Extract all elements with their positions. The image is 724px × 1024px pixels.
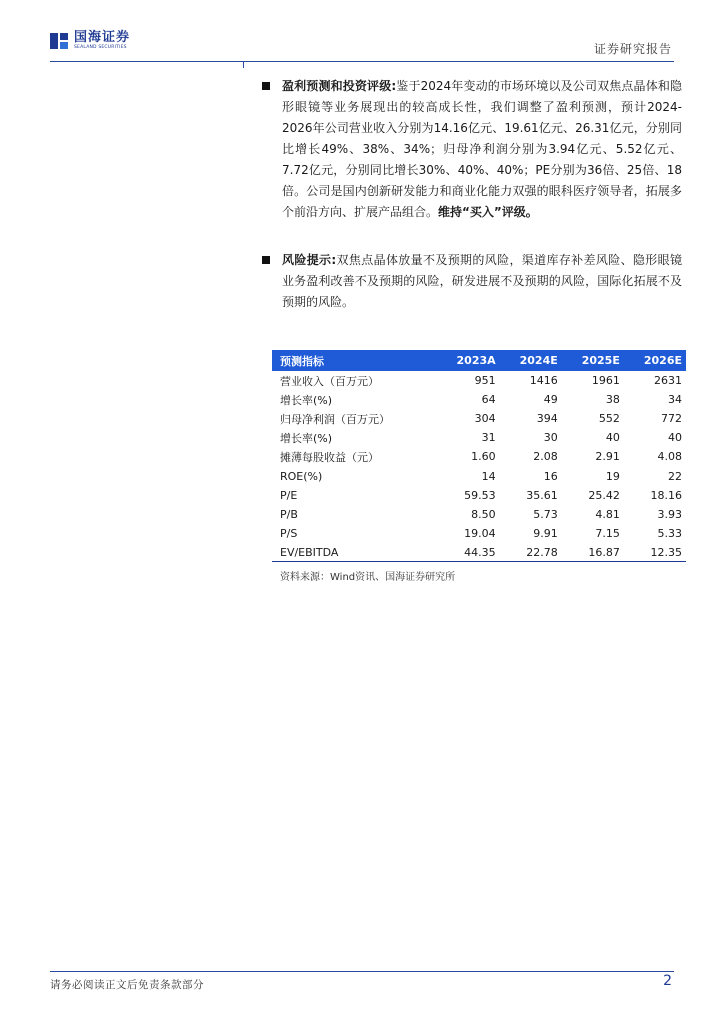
row-label: 增长率(%) [280, 393, 333, 407]
header-cell-2025e: 2025E [581, 354, 620, 367]
table-cell: 59.53 [464, 488, 496, 502]
table-cell: 35.61 [526, 488, 558, 502]
header-cell-2024e: 2024E [519, 354, 558, 367]
table-row [272, 486, 686, 505]
table-cell: 552 [598, 412, 620, 426]
row-label: ROE(%) [280, 469, 323, 483]
table-cell: 34 [668, 393, 682, 407]
table-row [272, 447, 686, 466]
table-cell: 16 [543, 469, 558, 483]
rating-conclusion: 维持“买入”评级。 [438, 205, 538, 219]
table-cell: 772 [661, 412, 682, 426]
table-cell: 22.78 [500, 543, 562, 562]
report-type-label: 证券研究报告 [593, 42, 672, 56]
table-cell: 1.60 [471, 450, 496, 464]
table-cell: 9.91 [533, 526, 558, 540]
table-cell: 3.93 [657, 507, 682, 521]
row-label: P/S [280, 526, 298, 540]
page-header [0, 0, 724, 64]
page-number: 2 [663, 973, 672, 989]
table-cell: 1961 [591, 374, 620, 388]
forecast-table [272, 350, 686, 562]
table-cell: 5.73 [533, 507, 558, 521]
table-cell: 25.42 [588, 488, 620, 502]
table-cell: 49 [543, 393, 558, 407]
logo-name-cn: 国海证券 [74, 30, 131, 46]
logo-mark-icon [50, 31, 70, 51]
table-row [272, 409, 686, 428]
table-cell: 22 [668, 469, 682, 483]
table-cell: 31 [481, 431, 496, 445]
bullet-square-icon [262, 82, 270, 90]
forecast-table-block [272, 350, 686, 583]
table-cell: 8.50 [471, 507, 496, 521]
table-cell: 4.08 [657, 450, 682, 464]
row-label: P/B [280, 507, 298, 521]
row-label: 增长率(%) [280, 431, 333, 445]
table-row [272, 505, 686, 524]
table-cell: 16.87 [562, 543, 624, 562]
table-cell: 4.81 [595, 507, 620, 521]
table-cell: 40 [668, 431, 682, 445]
table-cell: 14 [481, 469, 496, 483]
risk-section [282, 250, 682, 313]
table-cell: 394 [536, 412, 558, 426]
table-cell: 304 [474, 412, 496, 426]
table-cell: 18.16 [650, 488, 682, 502]
table-cell: 30 [543, 431, 558, 445]
table-cell: 2.91 [595, 450, 620, 464]
logo-name-en: SEALAND SECURITIES [74, 45, 127, 51]
rating-title: 盈利预测和投资评级: [282, 79, 397, 93]
table-row [272, 466, 686, 485]
header-cell-2026e: 2026E [643, 354, 682, 367]
table-cell: 2.08 [533, 450, 558, 464]
rating-body: 鉴于2024年变动的市场环境以及公司双焦点晶体和隐形眼镜等业务展现出的较高成长性，我们调整了盈利预测，预计2024-2026年公司营业收入分别为14.16亿元、19.61亿元、26.31亿元，分别同比增长49%、38%、34%；归母净利润分别为3.94亿元、5.52亿元、7.72亿元，分别同比增长30%、40%、40%；PE分别为36倍、25倍、18倍。公司是国内创新研发能力和商业化能力双强的眼科医疗领导者，拓展多个前沿方向、扩展产品组合。 [282, 79, 682, 219]
table-row [272, 524, 686, 543]
table-row [272, 543, 686, 562]
bullet-square-icon [262, 256, 270, 264]
table-header-row [272, 350, 686, 371]
row-label: 营业收入（百万元） [280, 374, 379, 388]
footer-divider [50, 971, 674, 972]
table-source-note: 资料来源：Wind资讯、国海证券研究所 [280, 572, 456, 584]
table-cell: 951 [474, 374, 496, 388]
table-cell: 5.33 [657, 526, 682, 540]
header-cell-indicator: 预测指标 [280, 354, 324, 368]
table-cell: 19 [605, 469, 620, 483]
table-cell: 12.35 [624, 543, 686, 562]
table-cell: 40 [605, 431, 620, 445]
row-label: EV/EBITDA [272, 543, 436, 562]
table-cell: 7.15 [595, 526, 620, 540]
table-row [272, 390, 686, 409]
row-label: 摊薄每股收益（元） [280, 450, 379, 464]
table-cell: 1416 [529, 374, 558, 388]
table-row [272, 428, 686, 447]
footer-disclaimer: 请务必阅读正文后免责条款部分 [50, 979, 204, 991]
risk-title: 风险提示: [282, 253, 337, 267]
table-cell: 44.35 [436, 543, 499, 562]
rating-section [282, 76, 682, 223]
risk-body: 双焦点晶体放量不及预期的风险，渠道库存补差风险、隐形眼镜业务盈利改善不及预期的风险，研发进展不及预期的风险，国际化拓展不及预期的风险。 [282, 253, 682, 309]
row-label: P/E [280, 488, 298, 502]
table-cell: 19.04 [464, 526, 496, 540]
table-cell: 38 [605, 393, 620, 407]
company-logo [50, 30, 130, 52]
header-cell-2023a: 2023A [456, 354, 496, 367]
table-cell: 2631 [654, 374, 682, 388]
header-tick-divider [243, 61, 244, 68]
header-divider [50, 61, 674, 62]
table-row [272, 371, 686, 390]
rating-paragraph [282, 76, 682, 223]
row-label: 归母净利润（百万元） [280, 412, 390, 426]
table-cell: 64 [481, 393, 496, 407]
risk-paragraph [282, 250, 682, 313]
